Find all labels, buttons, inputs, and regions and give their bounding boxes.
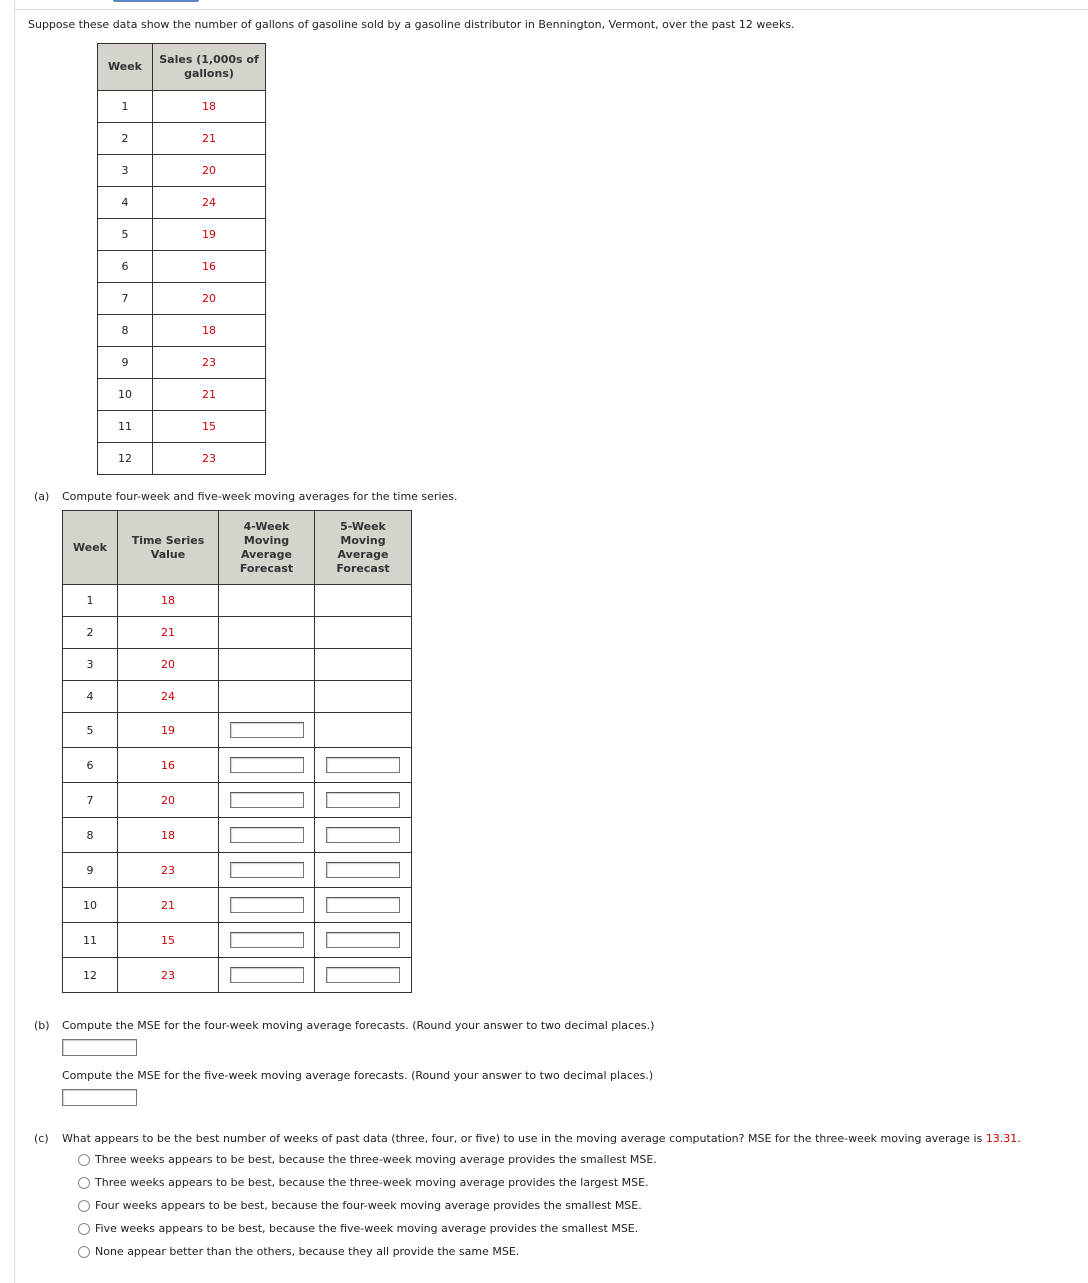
week-cell: 4	[98, 187, 153, 219]
ma-5week-input[interactable]	[326, 792, 400, 808]
ma-week-cell: 1	[63, 585, 118, 617]
ma-5week-cell	[315, 617, 412, 649]
ma-week-cell: 11	[63, 923, 118, 958]
sales-cell: 18	[153, 91, 266, 123]
answer-option[interactable]	[78, 1176, 649, 1189]
ma-value-header: Time Series Value	[118, 511, 219, 585]
ma-4week-cell	[219, 783, 315, 818]
part-a-question: Compute four-week and five-week moving averages for the time series.	[62, 490, 458, 503]
ma-week-cell: 12	[63, 958, 118, 993]
week-cell: 8	[98, 315, 153, 347]
sales-data-table	[97, 43, 266, 475]
sales-row	[98, 251, 266, 283]
ma-row	[63, 585, 412, 617]
part-b-label: (b)	[34, 1019, 50, 1032]
week-cell: 3	[98, 155, 153, 187]
ma-5week-input[interactable]	[326, 932, 400, 948]
part-c-question	[62, 1132, 1021, 1145]
week-cell: 7	[98, 283, 153, 315]
ma-4week-input[interactable]	[230, 862, 304, 878]
ma-4week-input[interactable]	[230, 722, 304, 738]
ma-week-cell: 4	[63, 681, 118, 713]
ma-row	[63, 818, 412, 853]
answer-option[interactable]	[78, 1153, 657, 1166]
ma-5week-input[interactable]	[326, 897, 400, 913]
week-cell: 11	[98, 411, 153, 443]
ma-row	[63, 958, 412, 993]
ma-value-cell: 19	[118, 713, 219, 748]
sales-cell: 21	[153, 123, 266, 155]
ma-5week-cell	[315, 748, 412, 783]
week-cell: 6	[98, 251, 153, 283]
ma-value-cell: 24	[118, 681, 219, 713]
week-cell: 1	[98, 91, 153, 123]
ma-5week-input[interactable]	[326, 967, 400, 983]
sales-row	[98, 155, 266, 187]
ma-value-cell: 23	[118, 853, 219, 888]
sales-row	[98, 123, 266, 155]
top-tab-indicator	[113, 0, 199, 2]
option-label: Three weeks appears to be best, because the three-week moving average provides the largest MSE.	[95, 1176, 649, 1189]
ma-5week-input[interactable]	[326, 862, 400, 878]
ma-5week-cell	[315, 888, 412, 923]
ma-5week-cell	[315, 818, 412, 853]
week-cell: 10	[98, 379, 153, 411]
sales-row	[98, 91, 266, 123]
ma-row	[63, 853, 412, 888]
ma-4week-cell	[219, 923, 315, 958]
option-label: Three weeks appears to be best, because the three-week moving average provides the smallest MSE.	[95, 1153, 657, 1166]
ma-week-cell: 10	[63, 888, 118, 923]
ma-4week-cell	[219, 585, 315, 617]
ma-5week-input[interactable]	[326, 827, 400, 843]
ma-row	[63, 783, 412, 818]
ma-value-cell: 18	[118, 818, 219, 853]
ma-4week-input[interactable]	[230, 792, 304, 808]
ma-value-cell: 16	[118, 748, 219, 783]
ma-5week-cell	[315, 783, 412, 818]
sales-cell: 20	[153, 283, 266, 315]
sales-row	[98, 347, 266, 379]
ma-4week-header: 4-Week Moving Average Forecast	[219, 511, 315, 585]
ma-5week-cell	[315, 649, 412, 681]
sales-cell: 18	[153, 315, 266, 347]
ma-4week-cell	[219, 818, 315, 853]
ma-4week-input[interactable]	[230, 897, 304, 913]
part-c-period: .	[1017, 1132, 1021, 1145]
mse-4week-input[interactable]	[62, 1039, 137, 1056]
ma-5week-cell	[315, 958, 412, 993]
ma-week-cell: 2	[63, 617, 118, 649]
sales-row	[98, 379, 266, 411]
ma-row	[63, 748, 412, 783]
ma-value-cell: 20	[118, 649, 219, 681]
ma-row	[63, 713, 412, 748]
sales-row	[98, 443, 266, 475]
part-c-question-text: What appears to be the best number of weeks of past data (three, four, or five) to use in the moving average computation? MSE for the three-week moving average is	[62, 1132, 983, 1145]
ma-row	[63, 681, 412, 713]
radio-button[interactable]	[78, 1200, 90, 1212]
ma-week-cell: 7	[63, 783, 118, 818]
ma-4week-cell	[219, 649, 315, 681]
sales-cell: 24	[153, 187, 266, 219]
ma-4week-cell	[219, 617, 315, 649]
ma-week-cell: 5	[63, 713, 118, 748]
answer-option[interactable]	[78, 1222, 638, 1235]
ma-4week-cell	[219, 888, 315, 923]
option-label: Five weeks appears to be best, because the five-week moving average provides the smallest MSE.	[95, 1222, 639, 1235]
ma-5week-input[interactable]	[326, 757, 400, 773]
radio-button[interactable]	[78, 1154, 90, 1166]
part-b-question-2: Compute the MSE for the five-week moving average forecasts. (Round your answer to two decimal places.)	[62, 1069, 654, 1082]
sales-row	[98, 219, 266, 251]
part-a-label: (a)	[34, 490, 50, 503]
radio-button[interactable]	[78, 1246, 90, 1258]
sales-row	[98, 315, 266, 347]
ma-5week-cell	[315, 681, 412, 713]
sales-cell: 15	[153, 411, 266, 443]
radio-button[interactable]	[78, 1223, 90, 1235]
ma-4week-cell	[219, 713, 315, 748]
ma-row	[63, 617, 412, 649]
sales-cell: 19	[153, 219, 266, 251]
ma-value-cell: 23	[118, 958, 219, 993]
sales-cell: 21	[153, 379, 266, 411]
ma-4week-input[interactable]	[230, 757, 304, 773]
intro-text: Suppose these data show the number of gallons of gasoline sold by a gasoline distributor in Bennington, Vermont, over the past 12 weeks.	[28, 18, 795, 31]
part-b-question-1: Compute the MSE for the four-week moving average forecasts. (Round your answer to two decimal places.)	[62, 1019, 655, 1032]
moving-average-table	[62, 510, 412, 993]
answer-option[interactable]	[78, 1199, 642, 1212]
week-cell: 2	[98, 123, 153, 155]
ma-value-cell: 21	[118, 888, 219, 923]
ma-5week-header: 5-Week Moving Average Forecast	[315, 511, 412, 585]
ma-4week-cell	[219, 853, 315, 888]
ma-row	[63, 888, 412, 923]
ma-4week-input[interactable]	[230, 967, 304, 983]
ma-week-header: Week	[63, 511, 118, 585]
week-header: Week	[98, 44, 153, 91]
ma-4week-cell	[219, 748, 315, 783]
option-label: None appear better than the others, because they all provide the same MSE.	[95, 1245, 520, 1258]
ma-row	[63, 923, 412, 958]
sales-cell: 16	[153, 251, 266, 283]
option-label: Four weeks appears to be best, because the four-week moving average provides the smallest MSE.	[95, 1199, 642, 1212]
sales-row	[98, 283, 266, 315]
sales-row	[98, 411, 266, 443]
sales-header: Sales (1,000s of gallons)	[153, 44, 266, 91]
ma-4week-input[interactable]	[230, 932, 304, 948]
week-cell: 9	[98, 347, 153, 379]
ma-value-cell: 20	[118, 783, 219, 818]
ma-week-cell: 8	[63, 818, 118, 853]
ma-value-cell: 18	[118, 585, 219, 617]
ma-week-cell: 6	[63, 748, 118, 783]
left-border-line	[14, 0, 15, 1283]
part-c-label: (c)	[34, 1132, 49, 1145]
ma-value-cell: 21	[118, 617, 219, 649]
ma-value-cell: 15	[118, 923, 219, 958]
ma-5week-cell	[315, 713, 412, 748]
ma-4week-cell	[219, 681, 315, 713]
ma-5week-cell	[315, 923, 412, 958]
ma-5week-cell	[315, 853, 412, 888]
ma-5week-cell	[315, 585, 412, 617]
radio-button[interactable]	[78, 1177, 90, 1189]
week-cell: 12	[98, 443, 153, 475]
ma-week-cell: 3	[63, 649, 118, 681]
mse-5week-input[interactable]	[62, 1089, 137, 1106]
ma-row	[63, 649, 412, 681]
ma-week-cell: 9	[63, 853, 118, 888]
sales-row	[98, 187, 266, 219]
answer-option[interactable]	[78, 1245, 519, 1258]
ma-4week-input[interactable]	[230, 827, 304, 843]
top-border-line	[14, 9, 1088, 10]
sales-cell: 20	[153, 155, 266, 187]
week-cell: 5	[98, 219, 153, 251]
sales-cell: 23	[153, 443, 266, 475]
ma-4week-cell	[219, 958, 315, 993]
sales-cell: 23	[153, 347, 266, 379]
mse-3week-value: 13.31	[985, 1132, 1018, 1145]
